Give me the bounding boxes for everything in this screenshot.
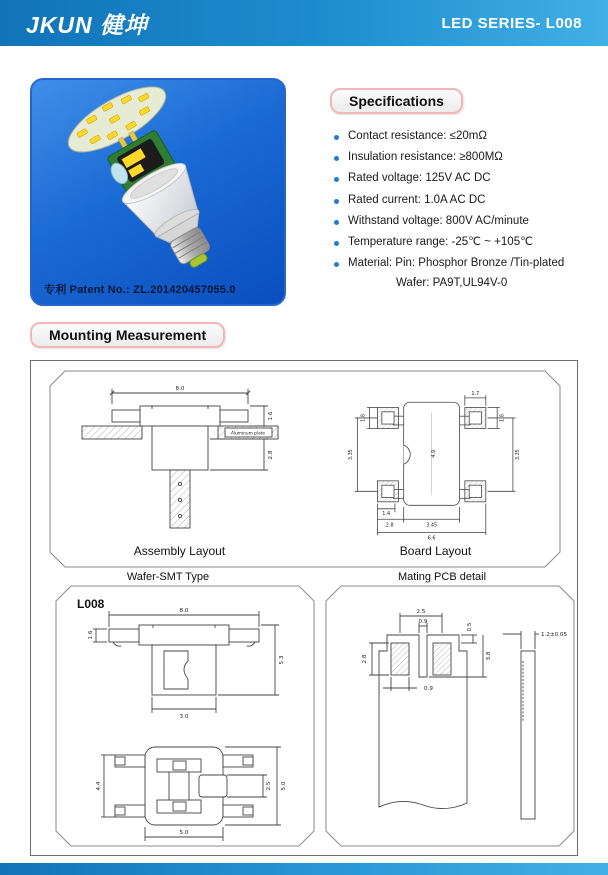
- svg-text:2.8: 2.8: [362, 654, 368, 664]
- board-layout-caption: Board Layout: [399, 544, 472, 558]
- svg-text:1.8: 1.8: [498, 414, 505, 422]
- bullet-icon: [334, 199, 339, 204]
- svg-text:5.0: 5.0: [281, 781, 287, 791]
- svg-text:0.9: 0.9: [418, 619, 428, 625]
- wafer-smt-label: Wafer-SMT Type: [126, 571, 210, 583]
- wafer-smt-drawing: [59, 599, 309, 843]
- bulb-exploded-group: [59, 80, 248, 280]
- svg-text:3.0: 3.0: [179, 714, 189, 720]
- specifications-section: [330, 88, 598, 289]
- svg-text:0.5: 0.5: [467, 622, 473, 632]
- svg-text:1.6: 1.6: [267, 411, 274, 421]
- svg-text:4.9: 4.9: [430, 449, 437, 458]
- mating-pcb-label: Mating PCB detail: [397, 571, 487, 583]
- svg-text:1.4: 1.4: [381, 510, 390, 517]
- led-bulb-illustration: [32, 80, 284, 280]
- svg-text:2.5: 2.5: [266, 781, 272, 791]
- bullet-icon: [334, 156, 339, 161]
- mating-pcb-drawing: [325, 603, 575, 839]
- drawing-labels-row: [31, 571, 579, 583]
- bullet-icon: [334, 220, 339, 225]
- model-number: L008: [77, 597, 105, 611]
- bullet-icon: [334, 135, 339, 140]
- mounting-title: Mounting Measurement: [30, 322, 225, 348]
- svg-text:3.8: 3.8: [486, 651, 492, 661]
- svg-text:0.9: 0.9: [424, 686, 433, 692]
- board-layout-drawing: [321, 376, 551, 542]
- spec-item: Material: Pin: Phosphor Bronze /Tin-plated: [330, 257, 598, 270]
- svg-text:5.0: 5.0: [179, 830, 189, 836]
- mating-pcb-box: [325, 585, 575, 847]
- spec-item: Temperature range: -25℃ ~ +105℃: [330, 236, 598, 249]
- assembly-layout-caption: Assembly Layout: [133, 544, 226, 558]
- bullet-icon: [334, 262, 339, 267]
- brand-logo: JKUN 健坤: [26, 11, 149, 38]
- mounting-drawings-box: [30, 360, 578, 856]
- svg-text:8.0: 8.0: [179, 608, 189, 614]
- footer-bar: [0, 863, 608, 875]
- svg-text:1.8: 1.8: [359, 414, 366, 422]
- spec-item: Rated voltage: 125V AC DC: [330, 172, 598, 185]
- svg-text:2.8: 2.8: [267, 450, 274, 460]
- svg-text:5.3: 5.3: [279, 655, 285, 665]
- svg-text:3.45: 3.45: [425, 522, 437, 529]
- svg-text:2.8: 2.8: [385, 522, 394, 529]
- svg-text:Aluminum plate: Aluminum plate: [230, 431, 265, 437]
- svg-text:2.5: 2.5: [416, 609, 426, 615]
- svg-text:3.35: 3.35: [347, 449, 354, 461]
- svg-text:4.4: 4.4: [96, 781, 102, 791]
- svg-text:1.7: 1.7: [470, 391, 479, 398]
- svg-text:1.6: 1.6: [88, 630, 94, 640]
- wafer-smt-box: [55, 585, 315, 847]
- spec-list: [330, 130, 598, 271]
- svg-text:3.35: 3.35: [514, 449, 521, 461]
- layout-box: [49, 370, 561, 568]
- spec-item: Contact resistance: ≤20mΩ: [330, 130, 598, 143]
- spec-wafer-material: Wafer: PA9T,UL94V-0: [396, 276, 508, 289]
- bullet-icon: [334, 177, 339, 182]
- svg-text:6.6: 6.6: [427, 535, 436, 542]
- specifications-title: Specifications: [330, 88, 463, 114]
- spec-item: Withstand voltage: 800V AC/minute: [330, 215, 598, 228]
- header-bar: [0, 0, 608, 46]
- series-title: LED SERIES- L008: [441, 14, 582, 32]
- bullet-icon: [334, 241, 339, 246]
- svg-text:1.2±0.05: 1.2±0.05: [541, 632, 568, 638]
- svg-text:8.0: 8.0: [175, 386, 184, 392]
- spec-item: Insulation resistance: ≥800MΩ: [330, 151, 598, 164]
- product-image-card: [30, 78, 286, 306]
- patent-number: 专利 Patent No.: ZL.201420457055.0: [44, 284, 236, 296]
- assembly-layout-drawing: [60, 376, 300, 542]
- spec-item: Rated current: 1.0A AC DC: [330, 194, 598, 207]
